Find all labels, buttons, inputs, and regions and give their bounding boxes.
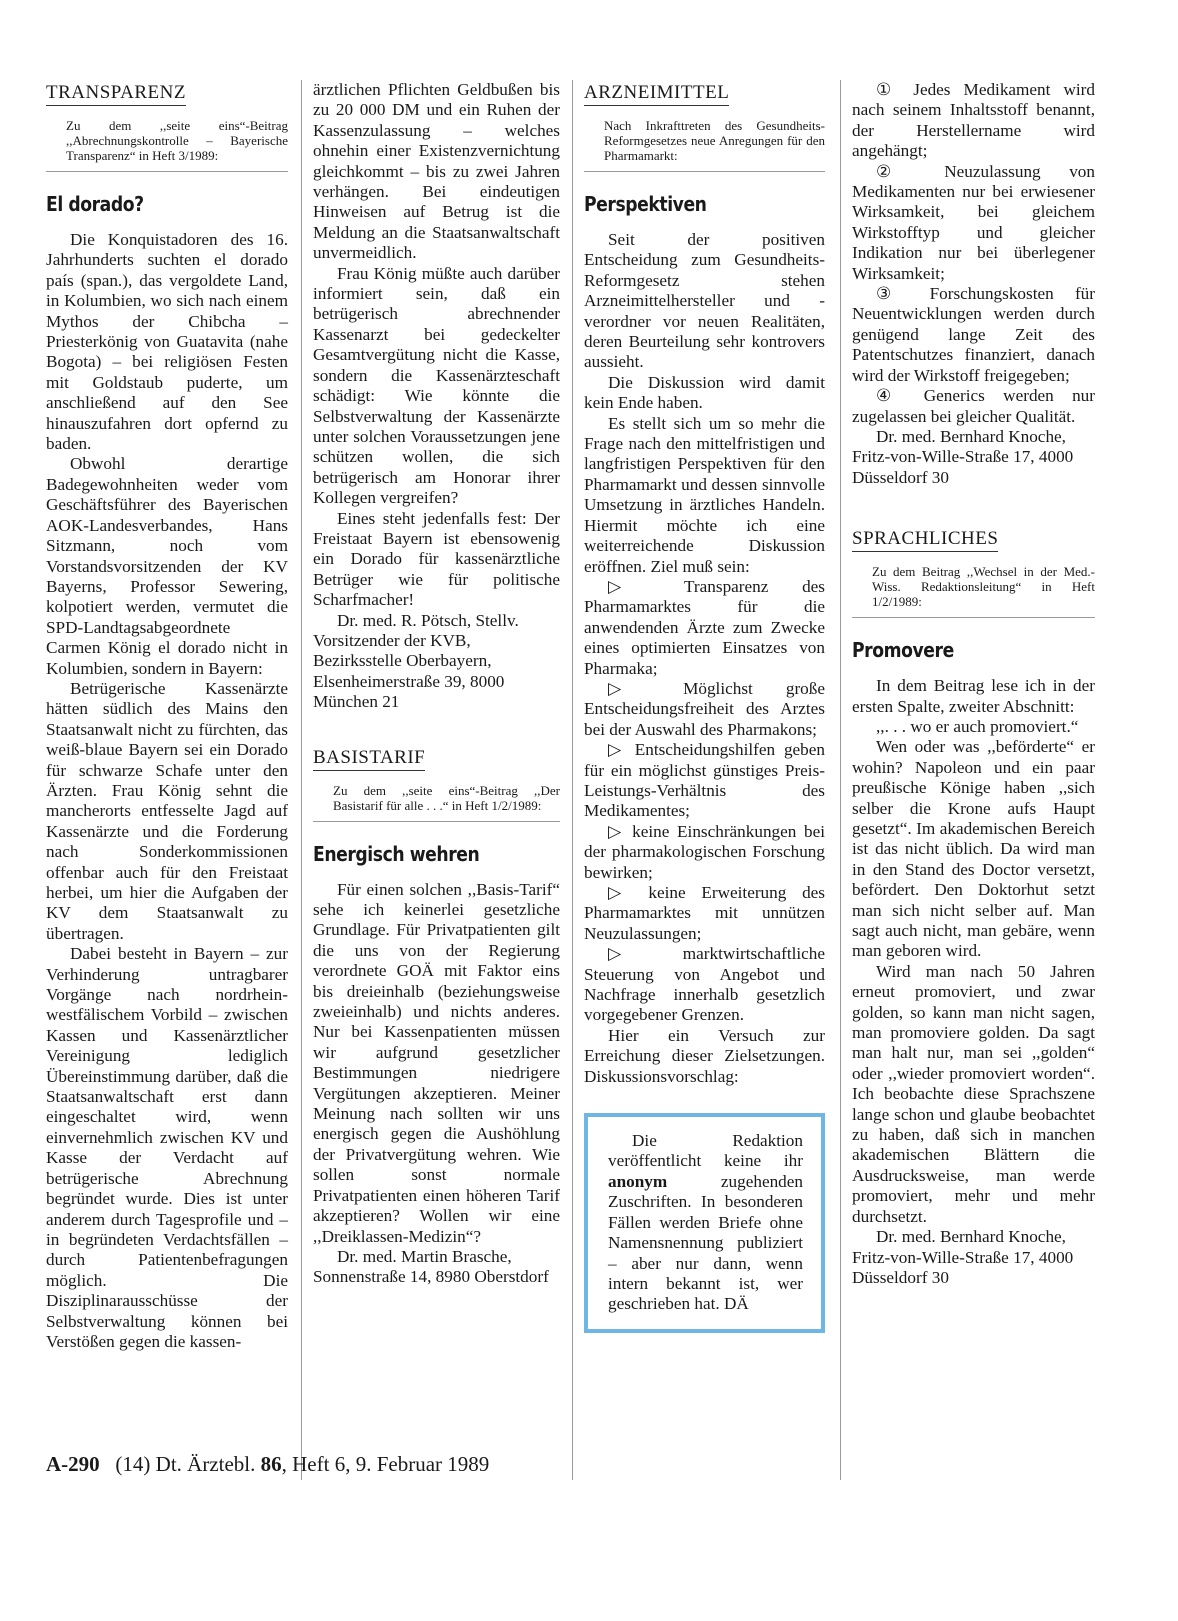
notice-emphasis: anonym <box>608 1171 668 1191</box>
column-1 <box>46 82 288 1352</box>
numbered-item: ① Jedes Medikament wird nach seinem Inhaltsstoff benannt, der Herstellername wird angehängt; <box>852 80 1095 161</box>
paragraph: Die Diskussion wird damit kein Ende haben. <box>584 372 825 413</box>
paragraph: ,,. . . wo er auch promoviert.“ <box>876 716 1079 736</box>
paragraph: Dabei besteht in Bayern – zur Verhinderung untragbarer Vorgänge nach nordrhein-westfälischem Vorbild – zwischen Kassen und Kassenärztlicher Vereinigung lediglich Übereinstimmung darüber, daß die Staatsanwaltschaft erst dann eingeschaltet wird, wenn einvernehmlich zwischen KV und Kasse der Verdacht auf betrügerische Abrechnung begründet wurde. Dies ist unter anderem durch Tagesprofile und – in begründeten Verdachtsfällen – durch Patientenbefragungen möglich. Die Disziplinarausschüsse der Selbstverwaltung können bei Verstößen gegen die kassen- <box>46 944 288 1351</box>
bullet-item: ▷ keine Erweiterung des Pharmamarktes mit unnützen Neuzulassungen; <box>584 883 825 943</box>
letter-intro: Zu dem Beitrag ,,Wechsel in der Med.-Wiss. Redaktionsleitung“ in Heft 1/2/1989: <box>852 564 1095 618</box>
notice-text: Die Redaktion veröffentlicht keine ihr <box>608 1131 803 1171</box>
bullet-item: ▷ Transparenz des Pharmamarktes für die anwendenden Ärzte zum Zwecke eines optimierten Einsatzes von Pharmaka; <box>584 576 825 678</box>
letter-signature: Dr. med. Martin Brasche, Sonnenstraße 14, 8980 Oberstdorf <box>313 1246 549 1287</box>
numbered-item: ④ Generics werden nur zugelassen bei gleicher Qualität. <box>852 386 1095 426</box>
column-rule <box>301 80 302 1480</box>
letter-headline: Promovere <box>852 638 954 663</box>
paragraph: Seit der positiven Entscheidung zum Gesundheits-Reformgesetz stehen Arzneimittelhersteller und -verordner vor neuen Realitäten, deren Beurteilung sehr kontrovers aussieht. <box>584 230 825 372</box>
letter-intro: Nach Inkrafttreten des Gesundheits-Reformgesetzes neue Anregungen für den Pharmamarkt: <box>584 118 825 172</box>
issue-info: , Heft 6, 9. Februar 1989 <box>281 1452 490 1476</box>
page-footer <box>46 1452 489 1477</box>
section-title: TRANSPARENZ <box>46 82 186 106</box>
letter-headline: Perspektiven <box>584 192 707 216</box>
letter-signature: Dr. med. Bernhard Knoche, Fritz-von-Wille-Straße 17, 4000 Düsseldorf 30 <box>852 1227 1074 1287</box>
column-4 <box>852 80 1095 1288</box>
editorial-notice-box <box>584 1113 825 1333</box>
paragraph: Die Konquistadoren des 16. Jahrhunderts suchten el dorado país (span.), das vergoldete Land, in Kolumbien, wo sich nach einem Mythos der Chibcha – Priesterkönig von Guatavita (nahe Bogota) – bei religiösen Festen mit Goldstaub puderte, um anschließend auf den See hinauszufahren dort opfernd zu baden. <box>46 230 288 454</box>
paragraph: Wird man nach 50 Jahren erneut promoviert, und zwar golden, so kann man nicht sagen, man promoviere golden. Da sagt man halt nur, man sei ,,golden“ oder ,,wieder promoviert worden“. Ich beobachte diese Sprachszene lange schon und glaube beobachtet zu haben, daß sich in manchen akademischen Blättern die Ausdrucksweise, man werde promoviert, mehr und mehr durchsetzt. <box>852 961 1095 1226</box>
journal-volume: 86 <box>260 1452 282 1476</box>
letter-intro: Zu dem ,,seite eins“-Beitrag ,,Abrechnungskontrolle – Bayerische Transparenz“ in Heft 3/1989: <box>46 118 288 172</box>
paragraph: Es stellt sich um so mehr die Frage nach den mittelfristigen und langfristigen Perspektiven für den Pharmamarkt und dessen sinnvolle Umsetzung in ärztliches Handeln. Hiermit möchte ich eine weiterreichende Diskussion eröffnen. Ziel muß sein: <box>584 413 825 576</box>
bullet-item: ▷ keine Einschränkungen bei der pharmakologischen Forschung bewirken; <box>584 821 825 882</box>
letter-headline: El dorado? <box>46 192 144 216</box>
notice-text: zugehenden Zuschriften. In besonderen Fällen werden Briefe ohne Namensnennung publiziert – aber nur dann, wenn intern bekannt ist, wer geschrieben hat. DÄ <box>608 1171 803 1314</box>
bullet-item: ▷ marktwirtschaftliche Steuerung von Angebot und Nachfrage innerhalb gesetzlich vorgegebener Grenzen. <box>584 944 825 1025</box>
journal-name: (14) Dt. Ärztebl. <box>115 1452 256 1476</box>
letter-headline: Energisch wehren <box>313 841 480 866</box>
letter-intro: Zu dem ,,seite eins“-Beitrag ,,Der Basistarif für alle . . .“ in Heft 1/2/1989: <box>313 783 560 822</box>
paragraph: In dem Beitrag lese ich in der ersten Spalte, zweiter Abschnitt: <box>852 676 1095 716</box>
editorial-notice <box>608 1131 803 1315</box>
section-title: ARZNEIMITTEL <box>584 82 729 106</box>
column-3 <box>584 82 825 1333</box>
column-rule <box>840 80 841 1480</box>
column-rule <box>572 80 573 1480</box>
letter-signature: Dr. med. R. Pötsch, Stellv. Vorsitzender der KVB, Bezirksstelle Oberbayern, Elsenheimerstraße 39, 8000 München 21 <box>313 610 519 712</box>
bullet-item: ▷ Entscheidungshilfen geben für ein möglichst günstiges Preis-Leistungs-Verhältnis des Medikamentes; <box>584 740 825 821</box>
section-title: SPRACHLICHES <box>852 528 998 552</box>
paragraph: ärztlichen Pflichten Geldbußen bis zu 20 000 DM und ein Ruhen der Kassenzulassung – welches ohnehin einer Existenzvernichtung gleichkommt – bis zu zwei Jahren verhängen. Bei eindeutigen Hinweisen auf Betrug ist die Meldung an die Staatsanwaltschaft unvermeidlich. <box>313 80 560 263</box>
numbered-item: ③ Forschungskosten für Neuentwicklungen werden durch genügend lange Zeit des Patentschutzes finanziert, danach wird der Wirkstoff freigegeben; <box>852 284 1095 385</box>
column-2 <box>313 80 560 1288</box>
paragraph: Frau König müßte auch darüber informiert sein, daß ein betrügerisch abrechnender Kassenarzt bei gedeckelter Gesamtvergütung nicht die Kasse, sondern die Kassenärzteschaft schädigt: Wie könnte die Selbstverwaltung der Kassenärzte unter solchen Voraussetzungen jene schützen wollen, die sich betrügerisch am Honorar ihrer Kollegen vergreifen? <box>313 263 560 508</box>
paragraph: Wen oder was ,,befördertе“ er wohin? Napoleon und ein paar preußische Könige haben ,,sich selber die Krone aufs Haupt gesetzt“. Im akademischen Bereich ist das nicht üblich. Da wird man in den Stand des Doctor versetzt, befördert. Den Doktorhut setzt man sich nicht selber auf. Man sagt auch nicht, man gebäre, wenn man geboren wird. <box>852 737 1095 961</box>
numbered-item: ② Neuzulassung von Medikamenten nur bei erwiesener Wirksamkeit, bei gleichem Wirkstofftyp und gleicher Indikation nur bei überlegener Wirksamkeit; <box>852 161 1095 283</box>
paragraph: Eines steht jedenfalls fest: Der Freistaat Bayern ist ebensowenig ein Dorado für kassenärztliche Betrüger wie für politische Scharfmacher! <box>313 508 560 610</box>
bullet-item: ▷ Möglichst große Entscheidungsfreiheit des Arztes bei der Auswahl des Pharmakons; <box>584 678 825 739</box>
section-title: BASISTARIF <box>313 747 425 771</box>
paragraph: Betrügerische Kassenärzte hätten südlich des Mains den Staatsanwalt nicht zu fürchten, das weiß-blaue Bayern sei ein Dorado für schwarze Schafe unter den Ärzten. Frau König sehnt die mancherorts entfesselte Jagd auf Kassenärzte und die Forderung nach Sonderkommissionen offenbar auch für den Freistaat herbei, um hier die Aufgaben der KV dem Staatsanwalt zu übertragen. <box>46 678 288 943</box>
paragraph: Hier ein Versuch zur Erreichung dieser Zielsetzungen. Diskussionsvorschlag: <box>584 1025 825 1086</box>
letter-signature: Dr. med. Bernhard Knoche, Fritz-von-Wille-Straße 17, 4000 Düsseldorf 30 <box>852 426 1074 487</box>
paragraph: Für einen solchen ,,Basis-Tarif“ sehe ich keinerlei gesetzliche Grundlage. Für Privatpatienten gilt die uns von der Regierung verordnete GOÄ mit Faktor eins bis dreieinhalb (beziehungsweise zweieinhalb) und nichts anderes. Nur bei Kassenpatienten müssen wir aufgrund gesetzlicher Bestimmungen niedrigere Vergütungen akzeptieren. Meiner Meinung nach sollten wir uns energisch gegen die Aushöhlung der Privatvergütung wehren. Wie sollen sonst normale Privatpatienten einen höheren Tarif akzeptieren? Wollen wir eine ,,Dreiklassen-Medizin“? <box>313 879 560 1246</box>
paragraph: Obwohl derartige Badegewohnheiten weder vom Geschäftsführer des Bayerischen AOK-Landesverbandes, Hans Sitzmann, noch vom Vorstandsvorsitzenden der KV Bayerns, Professor Sewering, kolpotiert werden, vermutet die SPD-Landtagsabgeordnete Carmen König el dorado nicht in Kolumbien, sondern in Bayern: <box>46 454 288 678</box>
page-number: A-290 <box>46 1452 100 1476</box>
